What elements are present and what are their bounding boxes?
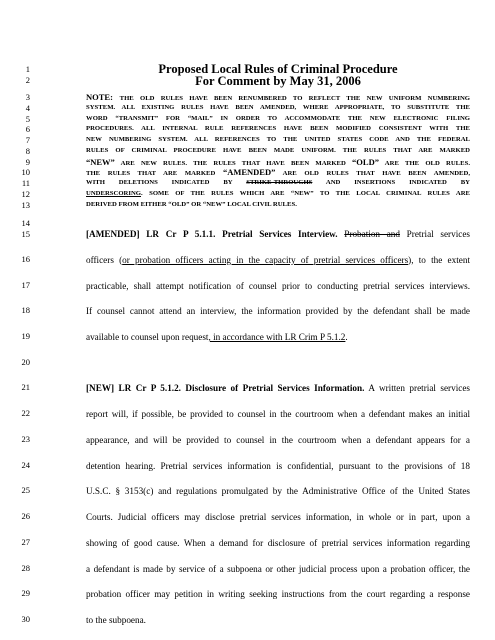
rule-5-1-2-line: appearance, and will be provided to counsel in the courtroom when a defendant appears for a <box>86 434 470 445</box>
inserted-text: , in accordance with LR Crim P 5.1.2 <box>208 331 346 342</box>
rule-5-1-1-line: If counsel cannot attend an interview, the information provided by the defendant shall be made <box>86 306 470 317</box>
rule-5-1-2-line: to the subpoena. <box>86 615 146 625</box>
deleted-text: Probation and <box>344 229 400 239</box>
note-line: NOTE: THE OLD RULES HAVE BEEN RENUMBERED TO REFLECT THE NEW UNIFORM NUMBERING <box>86 91 470 102</box>
line-number: 12 <box>21 189 30 199</box>
line-number: 4 <box>25 102 30 113</box>
rule-5-1-2-line: Courts. Judicial officers may disclose pretrial services information, in whole or in part, upon a <box>86 512 470 523</box>
rule-5-1-1-line: officers (or probation officers acting in the capacity of pretrial services officers), to the extent <box>86 254 470 265</box>
rule-5-1-2-line: probation officer may petition in writing seeking instructions from the court regarding a response <box>86 589 470 600</box>
line-number: 13 <box>21 199 30 210</box>
line-number: 8 <box>25 145 30 156</box>
line-number: 20 <box>21 356 30 367</box>
line-number: 19 <box>21 330 30 341</box>
line-number: 24 <box>21 459 30 470</box>
line-number: 2 <box>25 75 30 86</box>
line-number: 10 <box>21 167 30 178</box>
rule-5-1-1-line: available to counsel upon request, in accordance with LR Crim P 5.1.2. <box>86 331 348 342</box>
line-number: 22 <box>21 408 30 419</box>
strikethrough-example: STRIKE-THROUGHS <box>246 179 313 187</box>
line-number: 21 <box>21 382 30 393</box>
rule-5-1-2-line: showing of good cause. When a demand for disclosure of pretrial services information regarding <box>86 537 470 548</box>
page-subtitle: For Comment by May 31, 2006 <box>195 73 361 88</box>
line-number: 28 <box>21 562 30 573</box>
note-line: SYSTEM. ALL EXISTING RULES HAVE BEEN AMENDED, WHERE APPROPRIATE, TO SUBSTITUTE THE <box>86 103 470 111</box>
line-number: 14 <box>21 218 30 229</box>
line-number: 16 <box>21 253 30 264</box>
rule-5-1-2-line: [NEW] LR Cr P 5.1.2. Disclosure of Pretrial Services Information. A written pretrial services <box>86 383 470 394</box>
underline-example: UNDERSCORING <box>86 190 141 197</box>
rule-heading: [NEW] LR Cr P 5.1.2. Disclosure of Pretrial Services Information. <box>86 383 365 394</box>
inserted-text: or probation officers acting in the capacity of pretrial services officers <box>122 254 409 265</box>
note-line: UNDERSCORING. SOME OF THE RULES WHICH ARE “NEW” TO THE LOCAL CRIMINAL RULES ARE <box>86 190 470 197</box>
line-number: 3 <box>25 91 30 102</box>
rule-5-1-1-line: [AMENDED] LR Cr P 5.1.1. Pretrial Services Interview. Probation and Pretrial services <box>86 229 470 239</box>
line-number: 25 <box>21 485 30 496</box>
note-label: NOTE: <box>86 91 120 102</box>
rule-5-1-2-line: U.S.C. § 3153(c) and regulations promulgated by the Administrative Office of the United States <box>86 486 470 497</box>
line-number: 5 <box>25 113 30 124</box>
line-number: 27 <box>21 536 30 547</box>
note-line: THE RULES THAT ARE MARKED “AMENDED” ARE OLD RULES THAT HAVE BEEN AMENDED, <box>86 167 470 178</box>
line-number: 15 <box>21 228 30 239</box>
line-number: 9 <box>25 156 30 167</box>
note-line: “NEW” ARE NEW RULES. THE RULES THAT HAVE BEEN MARKED “OLD” ARE THE OLD RULES. <box>86 156 470 167</box>
rule-5-1-2-line: a defendant is made by service of a subpoena or other judicial process upon a probation officer, the <box>86 563 470 574</box>
line-number: 30 <box>21 614 30 624</box>
line-number: 11 <box>21 178 30 189</box>
rule-5-1-2-line: report will, if possible, be provided to counsel in the courtroom when a defendant makes an initial <box>86 409 470 420</box>
line-number: 29 <box>21 588 30 599</box>
note-line: WORD “TRANSMIT” FOR “MAIL” IN ORDER TO ACCOMMODATE THE NEW ELECTRONIC FILING <box>86 114 470 122</box>
note-line: WITH DELETIONS INDICATED BY STRIKE-THROUGHS AND INSERTIONS INDICATED BY <box>86 179 470 187</box>
note-line: RULES OF CRIMINAL PROCEDURE HAVE BEEN MADE UNIFORM. THE RULES THAT ARE MARKED <box>86 146 470 154</box>
line-number: 17 <box>21 279 30 290</box>
line-number: 1 <box>25 63 30 74</box>
note-line: DERIVED FROM EITHER “OLD” OR “NEW” LOCAL CIVIL RULES. <box>86 200 297 208</box>
line-number: 23 <box>21 433 30 444</box>
line-number: 26 <box>21 511 30 522</box>
line-number: 6 <box>25 124 30 135</box>
rule-heading: [AMENDED] LR Cr P 5.1.1. Pretrial Services Interview. <box>86 229 338 239</box>
note-line: PROCEDURES. ALL INTERNAL RULE REFERENCES HAVE BEEN MODIFIED CONSISTENT WITH THE <box>86 125 470 133</box>
line-number: 7 <box>25 135 30 145</box>
rule-5-1-2-line: detention hearing. Pretrial services information is confidential, pursuant to the provisions of 18 <box>86 460 470 471</box>
note-line: NEW NUMBERING SYSTEM. ALL REFERENCES TO THE UNITED STATES CODE AND THE FEDERAL <box>86 136 470 143</box>
rule-5-1-1-line: practicable, shall attempt notification of counsel prior to conducting pretrial services interviews. <box>86 280 470 291</box>
line-number: 18 <box>21 305 30 316</box>
page-title: Proposed Local Rules of Criminal Procedure <box>158 62 398 76</box>
